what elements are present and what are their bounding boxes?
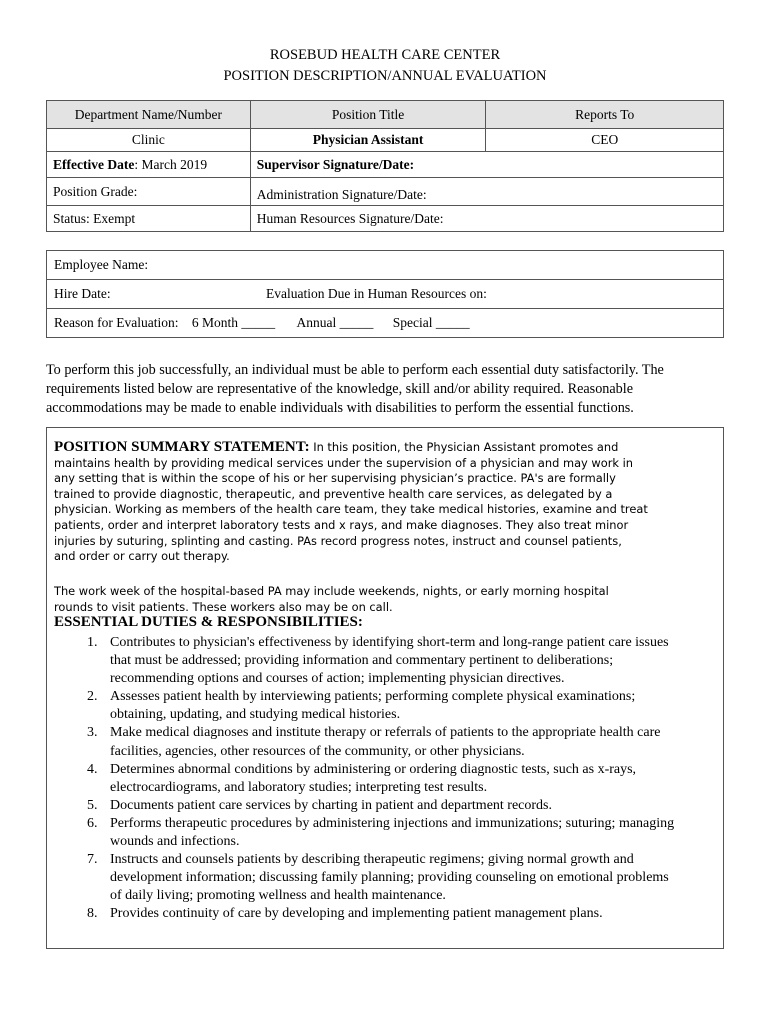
list-item [71,851,721,905]
item-line: Instructs and counsels patients by describing therapeutic regimens; giving normal growth and [110,852,634,868]
item-line: wounds and infections. [110,834,240,850]
item-line: Assesses patient health by interviewing patients; performing complete physical examinations; [110,689,636,705]
employee-name: Employee Name: [47,251,724,280]
list-item [71,634,721,688]
administration-signature: Administration Signature/Date: [250,178,723,206]
item-line: development information; discussing family planning; providing counseling on emotional problems [110,870,669,886]
list-item [71,761,721,797]
item-number: 8. [87,906,98,922]
intro-paragraph: To perform this job successfully, an individual must be able to perform each essential duty satisfactorily. The requirements listed below are representative of the knowledge, skill and/or ability required. Reasonable accommodations may be made to enable individuals with disabilities to perform the essential functions. [46,362,664,416]
list-item [71,815,721,851]
item-line: recommending options and courses of action; implementing physician directives. [110,671,565,687]
hire-date-row [47,280,724,309]
effective-date-value: : March 2019 [134,156,208,172]
table-row [47,152,724,178]
supervisor-signature: Supervisor Signature/Date: [250,152,723,178]
hr-signature: Human Resources Signature/Date: [250,206,723,232]
summary-line: physician. Working as members of the health care team, they take medical histories, examine and treat [54,502,648,517]
list-item [71,905,721,923]
item-line: that must be addressed; providing information and commentary pertinent to deliberations; [110,653,614,669]
position-title-header: Position Title [250,101,486,129]
item-line: obtaining, updating, and studying medical histories. [110,707,401,723]
table-row [47,178,724,206]
six-month-option: 6 Month _____ [191,315,276,330]
employee-table [46,250,724,338]
summary-line: In this position, the Physician Assistant promotes and [309,440,619,454]
work-week-line: rounds to visit patients. These workers also may be on call. [54,599,393,614]
item-line: Performs therapeutic procedures by administering injections and immunizations; suturing; managing [110,815,675,831]
item-line: of daily living; promoting wellness and health maintenance. [110,888,446,904]
summary-line: patients, order and interpret laboratory tests and x rays, and make diagnoses. They also treat minor [54,517,629,532]
document-title: POSITION DESCRIPTION/ANNUAL EVALUATION [223,68,547,84]
item-line: electrocardiograms, and laboratory studies; interpreting test results. [110,779,488,795]
summary-line: any setting that is within the scope of his or her supervising physician’s practice. PA's are formally [54,471,616,486]
summary-line: trained to provide diagnostic, therapeutic, and preventive health care services, as delegated by a [54,486,613,501]
item-line: Provides continuity of care by developing and implementing patient management plans. [110,906,603,922]
position-title-value: Physician Assistant [250,129,486,152]
table-row [47,251,724,280]
item-number: 4. [87,761,98,777]
work-week-paragraph [54,584,720,615]
annual-option: Annual _____ [296,315,374,330]
item-number: 2. [87,689,98,705]
summary-line: maintains health by providing medical services under the supervision of a physician and may work in [54,455,633,470]
table-row [47,280,724,309]
reports-to-value: CEO [486,129,724,152]
table-row [47,206,724,232]
position-summary [54,440,720,565]
item-number: 7. [87,852,98,868]
summary-line: injuries by suturing, splinting and casting. PAs record progress notes, instruct and counsel patients, [54,533,622,548]
item-number: 5. [87,797,98,813]
item-line: facilities, agencies, other resources of the community, or other physicians. [110,743,525,759]
department-header: Department Name/Number [47,101,251,129]
item-number: 1. [87,635,98,650]
duties-list [71,634,721,924]
list-item [71,797,721,815]
table-header-row [47,101,724,129]
table-row [47,129,724,152]
hire-date: Hire Date: [54,286,111,301]
work-week-line: The work week of the hospital-based PA may include weekends, nights, or early morning hospital [54,584,609,598]
duties-heading: ESSENTIAL DUTIES & RESPONSIBILITIES: [54,614,363,630]
item-number: 6. [87,815,98,831]
special-option: Special _____ [392,315,470,330]
status: Status: Exempt [47,206,251,232]
summary-line: and order or carry out therapy. [54,549,230,564]
organization-title: ROSEBUD HEALTH CARE CENTER [269,47,501,63]
item-line: Contributes to physician's effectiveness by identifying short-term and long-range patient care issues [110,635,669,650]
position-info-table [46,100,724,232]
reason-row [47,309,724,338]
summary-heading: POSITION SUMMARY STATEMENT: [54,439,310,455]
table-row [47,309,724,338]
reason-label: Reason for Evaluation: [54,315,179,330]
item-line: Determines abnormal conditions by administering or ordering diagnostic tests, such as x-rays, [110,761,637,777]
item-number: 3. [87,725,98,741]
effective-date-label: Effective Date [53,156,135,172]
list-item [71,724,721,760]
item-line: Documents patient care services by charting in patient and department records. [110,797,552,813]
item-line: Make medical diagnoses and institute therapy or referrals of patients to the appropriate health care [110,725,661,741]
position-grade: Position Grade: [47,178,251,206]
effective-date [47,152,251,178]
reports-to-header: Reports To [486,101,724,129]
list-item [71,688,721,724]
evaluation-due: Evaluation Due in Human Resources on: [266,286,487,301]
description-box [46,427,724,949]
department-value: Clinic [47,129,251,152]
